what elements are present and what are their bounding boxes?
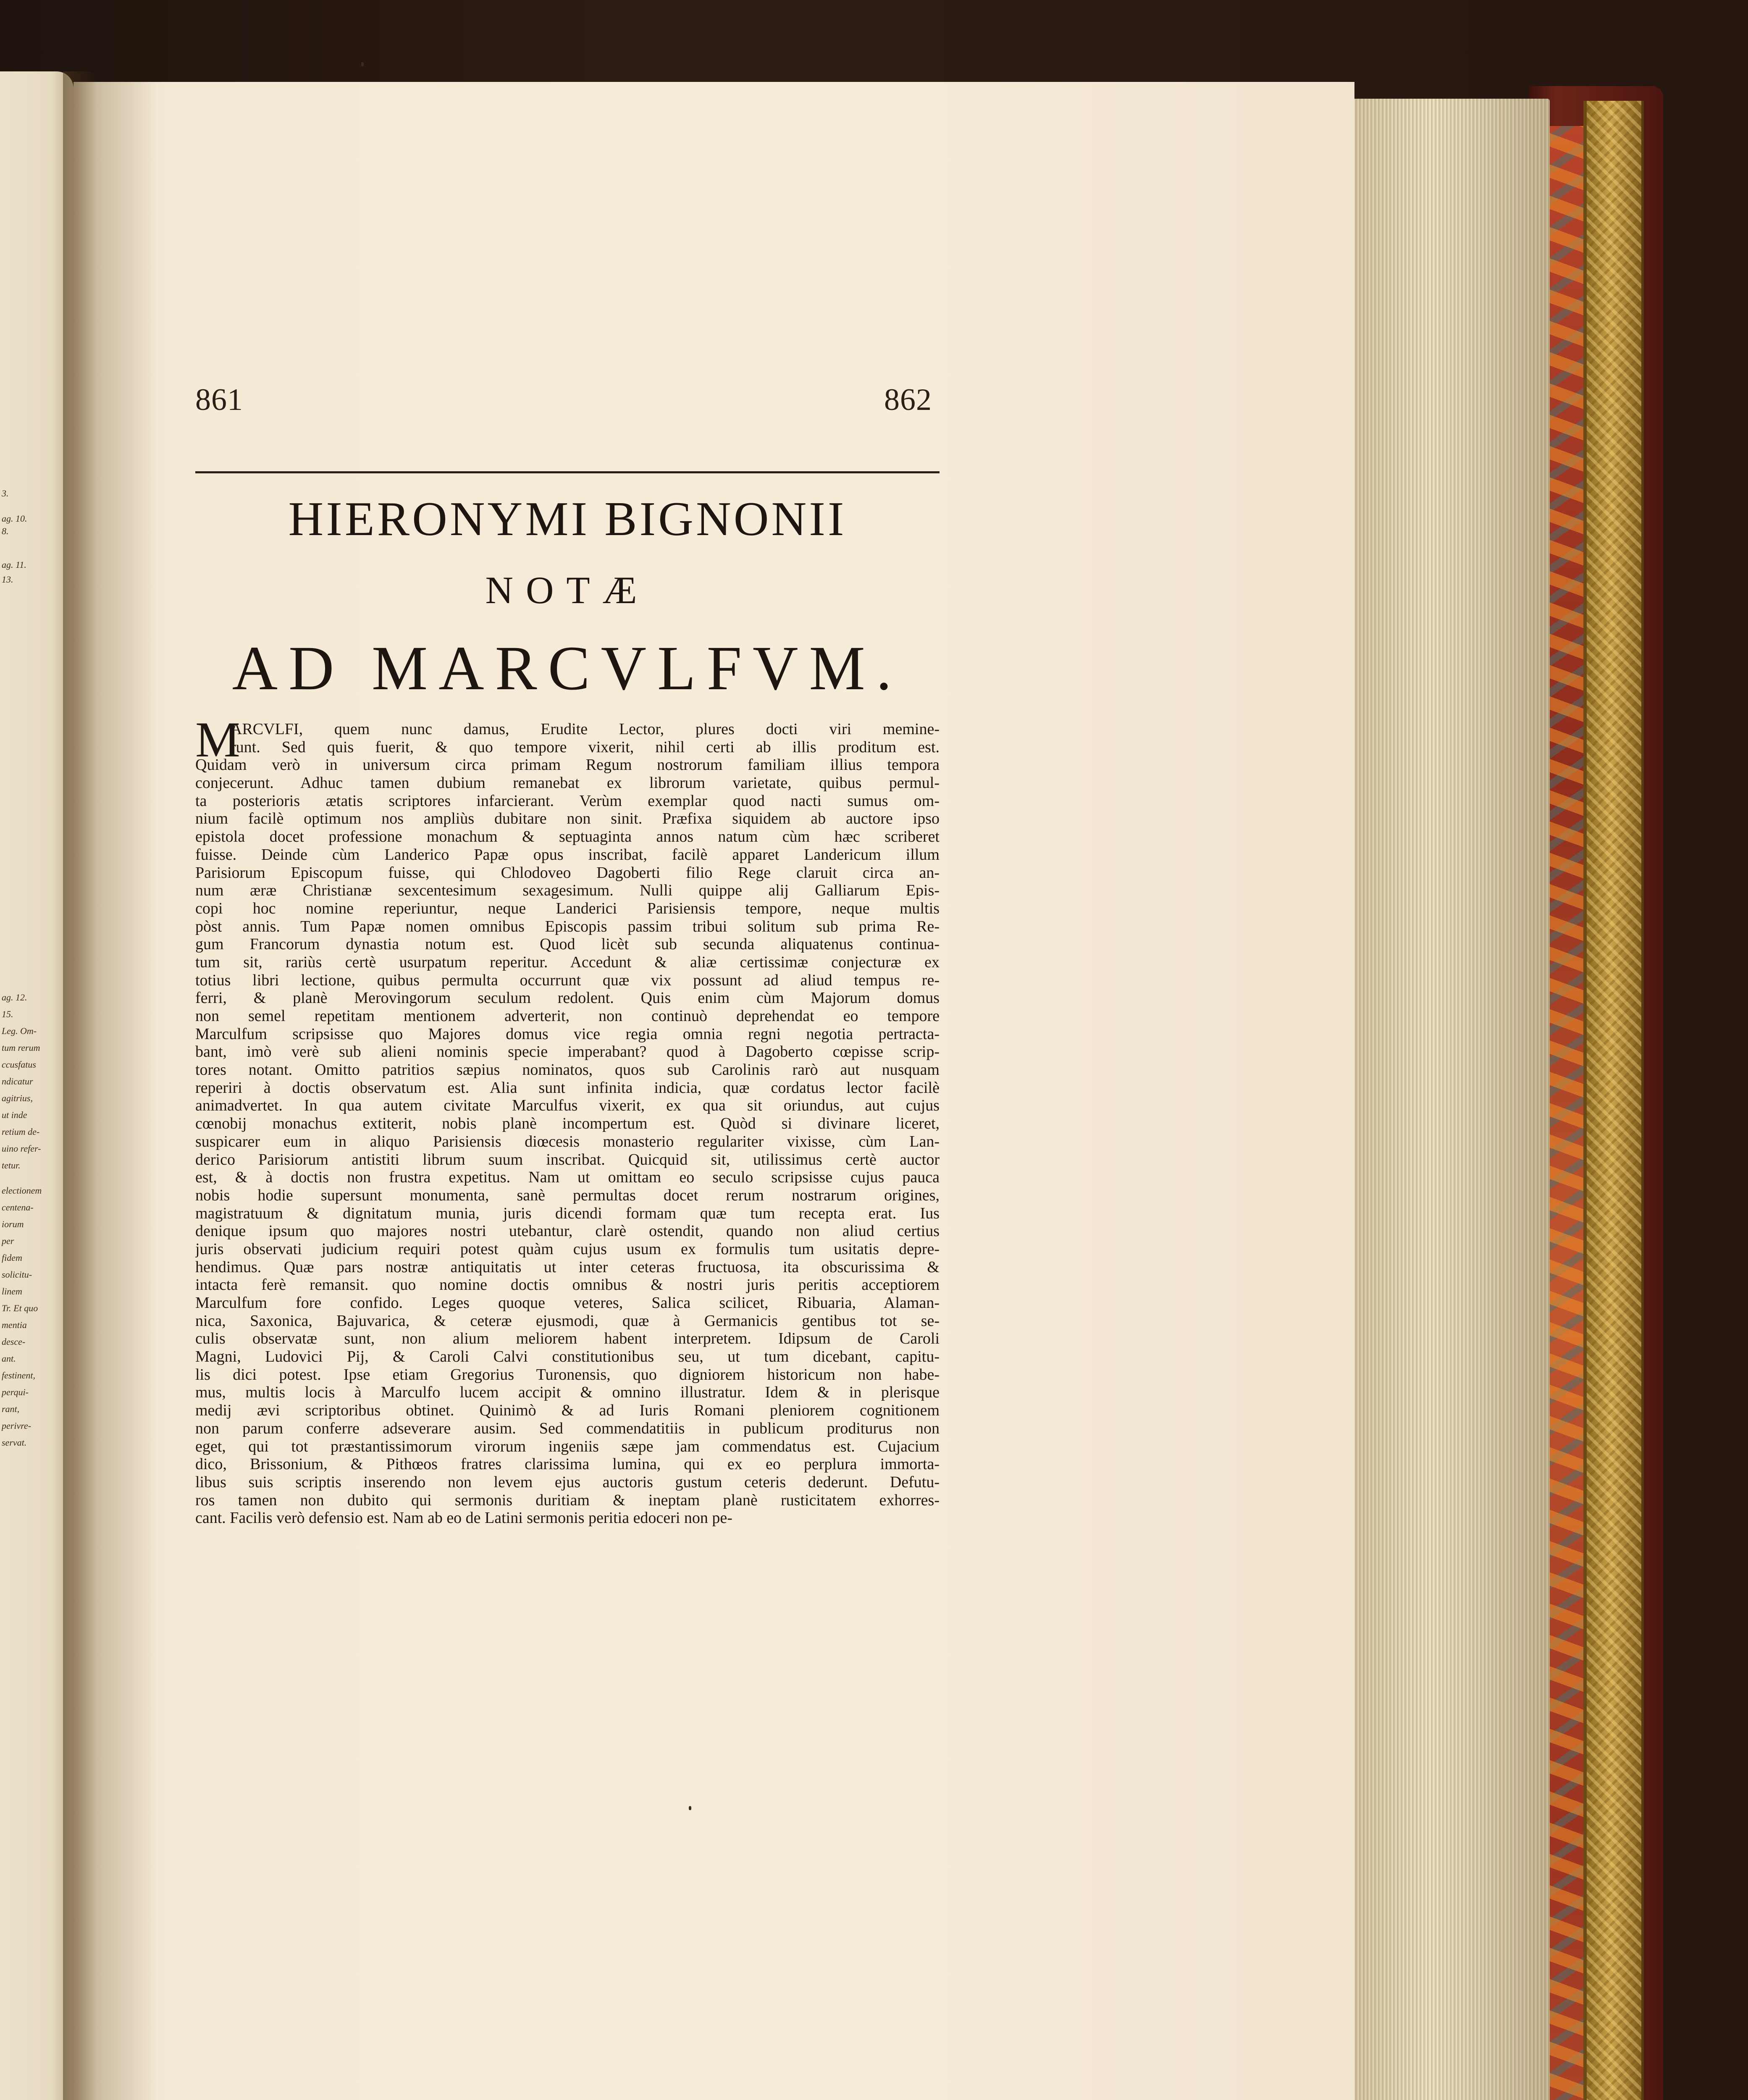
body-line: est, & à doctis non frustra expetitus. Nam ut omittam eo seculo scripsisse cujus pauca: [195, 1168, 940, 1186]
body-line: copi hoc nomine reperiuntur, neque Landerici Parisiensis tempore, neque multis: [195, 899, 940, 917]
title-notae: NOTÆ: [485, 569, 650, 612]
body-line: cœnobij monachus extiterit, nobis planè incompertum est. Quòd si divinare liceret,: [195, 1115, 940, 1133]
gilt-border: [1583, 101, 1644, 2100]
margin-note: linem: [2, 1286, 22, 1297]
body-line: libus suis scriptis inserendo non levem ejus auctoris gustum ceteris dederunt. Defutu-: [195, 1473, 940, 1491]
page-speck: [689, 1806, 691, 1810]
body-line: tum sit, rariùs certè usurpatum reperitur. Accedunt & aliæ certissimæ conjecturæ ex: [195, 953, 940, 971]
margin-note: 8.: [2, 526, 9, 536]
margin-note: agitrius,: [2, 1093, 33, 1103]
body-line: reperiri à doctis observatum est. Alia sunt infinita indicia, quæ cordatus lector facilè: [195, 1079, 940, 1097]
margin-note: mentia: [2, 1320, 27, 1330]
title-ad-marculfum: AD MARCVLFVM.: [232, 633, 903, 703]
body-line: tores notant. Omitto patritios sæpius nominatos, quos sub Carolinis rarò aut nusquam: [195, 1061, 940, 1079]
body-line: Marculfum scripsisse quo Majores domus vice regia omnia regni negotia pertracta-: [195, 1025, 940, 1043]
title-author: HIERONYMI BIGNONII: [288, 492, 847, 546]
margin-note: ant.: [2, 1353, 16, 1364]
margin-note: rant,: [2, 1404, 20, 1414]
margin-note: desce-: [2, 1336, 26, 1347]
margin-note: perivre-: [2, 1420, 31, 1431]
body-line: nica, Saxonica, Bajuvarica, & ceteræ ejusmodi, quæ à Germanicis gentibus tot se-: [195, 1312, 940, 1330]
body-line: medij ævi scriptoribus obtinet. Quinimò & ad Iuris Romani pleniorem cognitionem: [195, 1402, 940, 1420]
margin-note: iorum: [2, 1219, 24, 1229]
margin-note: uino refer-: [2, 1143, 41, 1154]
body-line: gum Francorum dynastia notum est. Quod licèt sub secunda aliquatenus continua-: [195, 935, 940, 953]
margin-note: per: [2, 1236, 14, 1246]
body-line: culis observatæ sunt, non alium meliorem habent interpretem. Idipsum de Caroli: [195, 1330, 940, 1348]
body-line: cant. Facilis verò defensio est. Nam ab eo de Latini sermonis peritia edoceri non pe-: [195, 1509, 732, 1527]
body-line: ferri, & planè Merovingorum seculum redolent. Quis enim cùm Majorum domus: [195, 989, 940, 1007]
body-line: conjecerunt. Adhuc tamen dubium remanebat ex librorum varietate, quibus permul-: [195, 774, 940, 792]
page-number-left: 861: [195, 383, 243, 417]
body-line: fuisse. Deinde cùm Landerico Papæ opus inscribat, facilè apparet Landericum illum: [195, 845, 940, 864]
body-line: pòst annis. Tum Papæ nomen omnibus Episcopis passim tribui solitum sub prima Re-: [195, 917, 940, 935]
margin-note: 3.: [2, 488, 9, 499]
body-line: Magni, Ludovici Pij, & Caroli Calvi constitutionibus seu, ut tum dicebant, capitu-: [195, 1348, 940, 1366]
margin-note: perqui-: [2, 1387, 29, 1397]
margin-note: Tr. Et quo: [2, 1303, 38, 1313]
body-line: nium facilè optimum nos ampliùs dubitare non sinit. Præfixa siquidem ab auctore ipso: [195, 810, 940, 828]
body-line: Parisiorum Episcopum fuisse, qui Chlodoveo Dagoberti filio Rege claruit circa an-: [195, 864, 940, 882]
margin-note: centena-: [2, 1202, 34, 1213]
body-line: hendimus. Quæ pars nostræ antiquitatis ut inter ceteras fructuosa, ita obscurissima &: [195, 1258, 940, 1276]
body-line: non semel repetitam mentionem adverterit, non continuò deprehendat eo tempore: [195, 1007, 940, 1025]
body-line: dico, Brissonium, & Pithœos fratres clarissima lumina, qui ex eo perplura immorta-: [195, 1455, 940, 1473]
body-line: ros tamen non dubito qui sermonis duritiam & ineptam planè rusticitatem exhorres-: [195, 1491, 940, 1509]
body-line: runt. Sed quis fuerit, & quo tempore vixerit, nihil certi ab illis proditum est.: [231, 738, 940, 756]
body-line: nobis hodie supersunt monumenta, sanè permultas docet rerum nostrarum origines,: [195, 1186, 940, 1204]
body-text: [195, 720, 940, 1527]
margin-note: fidem: [2, 1252, 22, 1263]
body-line: eget, qui tot præstantissimorum virorum ingeniis sæpe jam commendatus est. Cujacium: [195, 1437, 940, 1455]
page-number-right: 862: [884, 383, 932, 417]
body-line: magistratuum & dignitatum munia, juris dicendi formam quæ tum recepta erat. Ius: [195, 1204, 940, 1222]
margin-note: festinent,: [2, 1370, 36, 1381]
body-line: suspicarer eum in aliquo Parisiensis diœcesis monasterio regulariter vixisse, cùm Lan-: [195, 1132, 940, 1150]
margin-note: tum rerum: [2, 1042, 40, 1053]
margin-note: solicitu-: [2, 1269, 32, 1280]
body-line: intacta ferè remansit. quo nomine doctis omnibus & nostri juris peritis acceptiorem: [195, 1276, 940, 1294]
body-line: Quidam verò in universum circa primam Regum nostrorum familiam illius tempora: [195, 756, 940, 774]
page-fore-edges-shade: [1352, 99, 1550, 2100]
header-rule: [195, 471, 940, 473]
margin-note: servat.: [2, 1437, 27, 1448]
body-line: Marculfum fore confido. Leges quoque veteres, Salica scilicet, Ribuaria, Alaman-: [195, 1294, 940, 1312]
margin-note: Leg. Om-: [2, 1026, 37, 1036]
body-line: non parum conferre adseverare ausim. Sed commendatitiis in publicum proditurus non: [195, 1419, 940, 1437]
left-page-margin: [0, 71, 73, 2100]
margin-note: ag. 11.: [2, 559, 26, 570]
margin-note: retium de-: [2, 1126, 40, 1137]
body-line: ARCVLFI, quem nunc damus, Erudite Lector, plures docti viri memine-: [231, 720, 940, 738]
margin-note: ccusfatus: [2, 1059, 36, 1070]
margin-note: ut inde: [2, 1110, 27, 1120]
body-line: lis dici potest. Ipse etiam Gregorius Turonensis, quo digniorem historicum non habe-: [195, 1365, 940, 1383]
body-line: ta posterioris ætatis scriptores infarcierant. Verùm exemplar quod nacti sumus om-: [195, 792, 940, 810]
gutter: [63, 71, 97, 2100]
body-line: totius libri lectione, quibus permulta occurrunt quæ vix possunt ad aliud tempus re-: [195, 971, 940, 989]
body-line: num æræ Christianæ sexcentesimum sexagesimum. Nulli quippe alij Galliarum Epis-: [195, 882, 940, 900]
body-line: derico Parisiorum antistiti librum suum inscribat. Quicquid sit, utilissimus certè auctor: [195, 1150, 940, 1168]
body-line: juris observati judicium requiri potest quàm cujus usum ex formulis tum usitatis depre-: [195, 1240, 940, 1258]
body-line: epistola docet professione monachum & septuaginta annos natum cùm hæc scriberet: [195, 828, 940, 846]
page-speck: [361, 62, 364, 66]
drop-cap: M: [195, 711, 240, 767]
margin-note: tetur.: [2, 1160, 21, 1171]
body-line: mus, multis locis à Marculfo lucem accipit & omnino illustratur. Idem & in plerisque: [195, 1383, 940, 1402]
margin-note: 13.: [2, 574, 13, 585]
marbled-endpaper: [1550, 126, 1583, 2100]
margin-note: 15.: [2, 1009, 13, 1019]
margin-note: ndicatur: [2, 1076, 33, 1087]
body-line: denique ipsum quo majores nostri utebantur, clarè ostendit, quando non aliud certius: [195, 1222, 940, 1240]
body-line: animadvertet. In qua autem civitate Marculfus vixerit, ex qua sit oriundus, aut cujus: [195, 1097, 940, 1115]
body-line: bant, imò verè sub alieni nominis specie imperabant? quod à Dagoberto cœpisse scrip-: [195, 1043, 940, 1061]
margin-note: electionem: [2, 1185, 42, 1196]
margin-note: ag. 12.: [2, 992, 27, 1003]
margin-note: ag. 10.: [2, 513, 27, 524]
